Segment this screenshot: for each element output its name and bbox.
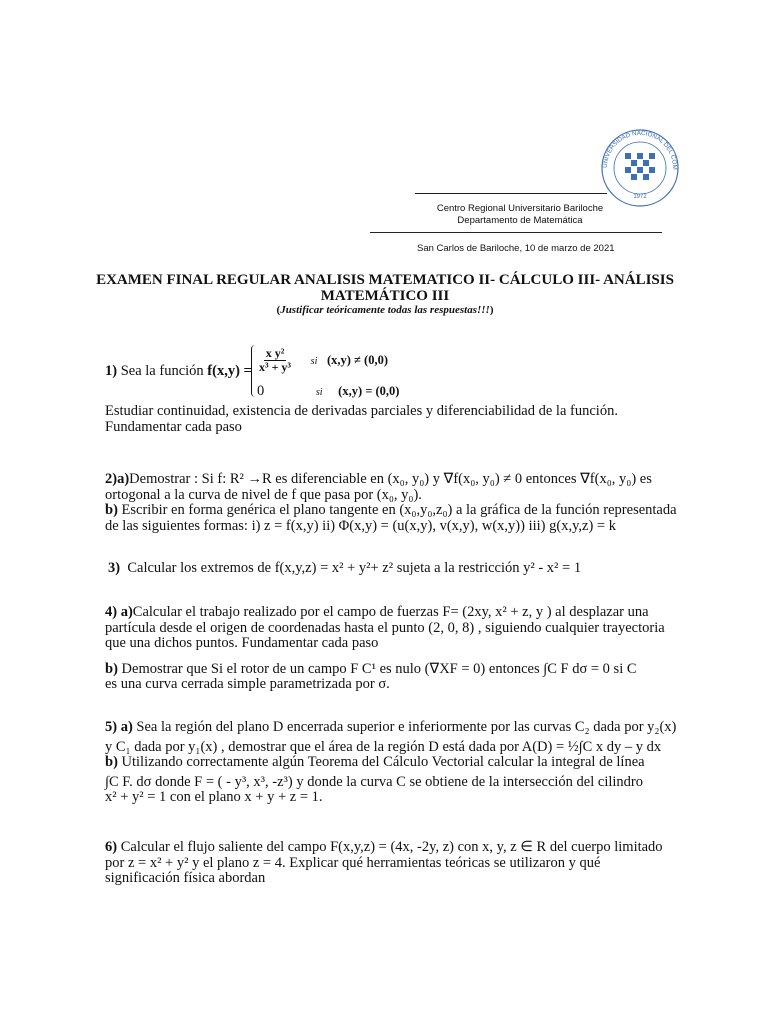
q1-line2: Estudiar continuidad, existencia de derivadas parciales y diferenciabilidad de la función.	[105, 403, 618, 419]
header-bottom-rule	[370, 232, 662, 233]
institution-name: Centro Regional Universitario Bariloche	[436, 203, 604, 214]
question-3: 3) Calcular los extremos de f(x,y,z) = x² + y²+ z² sujeta a la restricción y² - x² = 1	[108, 560, 582, 576]
question-4: 4) a)Calcular el trabajo realizado por el campo de fuerzas F= (2xy, x² + z, y ) al desplazar una partícula desde el origen de coordenadas hasta el punto (2, 0, 8) , siguiendo cualquier trayectoria que una dichos puntos. Fundamentar cada paso b) Demostrar que Si el rotor de un campo F C¹ es nulo (∇XF = 0) entonces ∫C F dσ = 0 si C es una curva cerrada simple parametrizada por σ.	[105, 604, 665, 692]
seal-year: 1972	[633, 194, 647, 200]
seal-text: UNIVERSIDAD NACIONAL DEL COM	[601, 129, 679, 170]
question-5: 5) a) Sea la región del plano D encerrada superior e inferiormente por las curvas C₂ dada por y₂(x) y C₁ dada por y₁(x) , demostrar que el área de la región D está dada por A(D) = ½∫C x dy – y dx b) Utilizando correctamente algún Teorema del Cálculo Vectorial calcular la integral de línea ∫C F. dσ donde F = ( - y³, x³, -z³) y donde la curva C se obtiene de la intersección del cilindro x² + y² = 1 con el plano x + y + z = 1.	[105, 719, 677, 805]
q1-line3: Fundamentar cada paso	[105, 419, 242, 435]
exam-subtitle: (Justificar teóricamente todas las respuestas!!!)	[276, 304, 494, 316]
header-top-rule	[415, 193, 607, 194]
exam-title-line2: MATEMÁTICO III	[320, 288, 450, 304]
department-name: Departamento de Matemática	[457, 215, 583, 226]
question-2: 2)a)Demostrar : Si f: R² →R es diferenciable en (x₀, y₀) y ∇f(x₀, y₀) ≠ 0 entonces ∇f(x₀, y₀) es ortogonal a la curva de nivel de f que pasa por (x₀, y₀). b) Escribir en forma genérica el plano tangente en (x₀,y₀,z₀) a la gráfica de la función representada de las siguientes formas: i) z = f(x,y) ii) Φ(x,y) = (u(x,y), v(x,y), w(x,y)) iii) g(x,y,z) = k	[105, 471, 677, 534]
university-seal-logo	[595, 125, 685, 210]
question-6: 6) Calcular el flujo saliente del campo F(x,y,z) = (4x, -2y, z) con x, y, z ∈ R del cuerpo limitado por z = x² + y² y el plano z = 4. Explicar qué herramientas teóricas se utilizaron y qué significación física abordan	[105, 839, 663, 886]
date-line: San Carlos de Bariloche, 10 de marzo de 2021	[417, 243, 615, 254]
exam-title-line1: EXAMEN FINAL REGULAR ANALISIS MATEMATICO II- CÁLCULO III- ANÁLISIS	[96, 272, 674, 288]
